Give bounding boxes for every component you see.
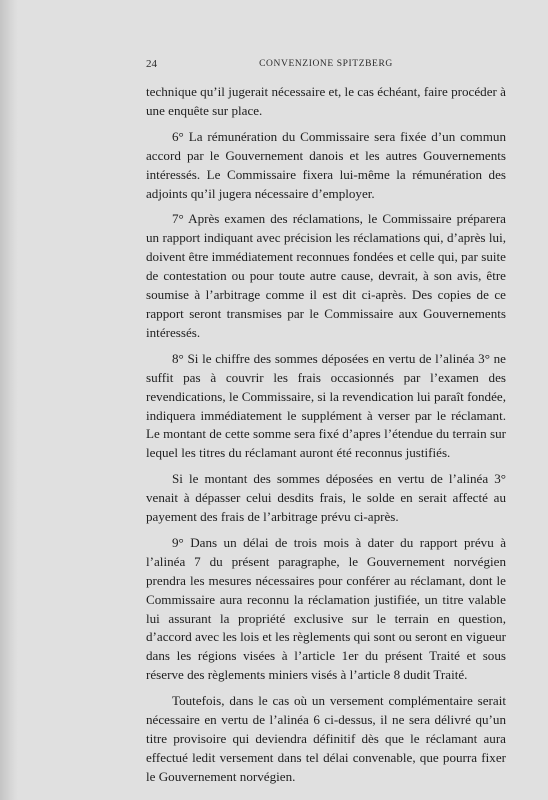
body-text bbox=[146, 83, 506, 794]
paragraph-7-rapport: 7° Après examen des réclamations, le Commissaire préparera un rapport indiquant avec précision les réclamations qui, d’après lui, doivent être immédiatement reconnues fondées et celle qui, par suite de contestation ou pour toute autre cause, devrait, à son avis, être soumise à l’arbitrage comme il est dit ci-après. Des copies de ce rapport seront transmises par le Commissaire aux Gouvernements intéressés. bbox=[146, 211, 506, 340]
paragraph-continuation: technique qu’il jugerait nécessaire et, le cas échéant, faire procéder à une enquête sur place. bbox=[146, 84, 506, 118]
paragraph-8-supplement: 8° Si le chiffre des sommes déposées en vertu de l’alinéa 3° ne suffit pas à couvrir les frais occasionnés par l’examen des revendications, le Commissaire, si la revendication lui paraît fondée, indiquera immédiatement le supplément à verser par le réclamant. Le montant de cette somme sera fixé d’apres l’étendue du terrain sur lequel les titres du réclamant auront été reconnus justifiés. bbox=[146, 350, 506, 461]
paragraph-solde: Si le montant des sommes déposées en vertu de l’alinéa 3° venait à dépasser celui desdits frais, le solde en serait affecté au payement des frais de l’arbitrage prévu ci-après. bbox=[146, 471, 506, 525]
page-gutter-shadow bbox=[0, 0, 18, 800]
running-title: CONVENZIONE SPITZBERG bbox=[259, 59, 393, 69]
paragraph-6-remuneration: 6° La rémunération du Commissaire sera fixée d’un commun accord par le Gouvernement danois et les autres Gouvernements intéressés. Le Commissaire fixera lui-même la rémunération des adjoints qu’il jugera nécessaire d’employer. bbox=[146, 128, 506, 201]
paragraph-9-titre: 9° Dans un délai de trois mois à dater du rapport prévu à l’alinéa 7 du présent paragraphe, le Gouvernement norvégien prendra les mesures nécessaires pour conférer au réclamant, dont le Commissaire aura reconnu la réclamation justifiée, un titre valable lui assurant la propriété exclusive sur le terrain en question, d’accord avec les lois et les règlements qui sont ou seront en vigueur dans les régions visées à l’article 1er du présent Traité et sous réserve des règlements miniers visés à l’article 8 dudit Traité. bbox=[146, 534, 506, 683]
page-header bbox=[146, 58, 506, 72]
paragraph-toutefois: Toutefois, dans le cas où un versement complémentaire serait nécessaire en vertu de l’alinéa 6 ci-dessus, il ne sera délivré qu’un titre provisoire qui deviendra définitif dès que le réclamant aura effectué ledit versement dans tel délai convenable, que pourra fixer le Gouvernement norvégien. bbox=[146, 693, 506, 784]
page-number: 24 bbox=[146, 58, 157, 70]
